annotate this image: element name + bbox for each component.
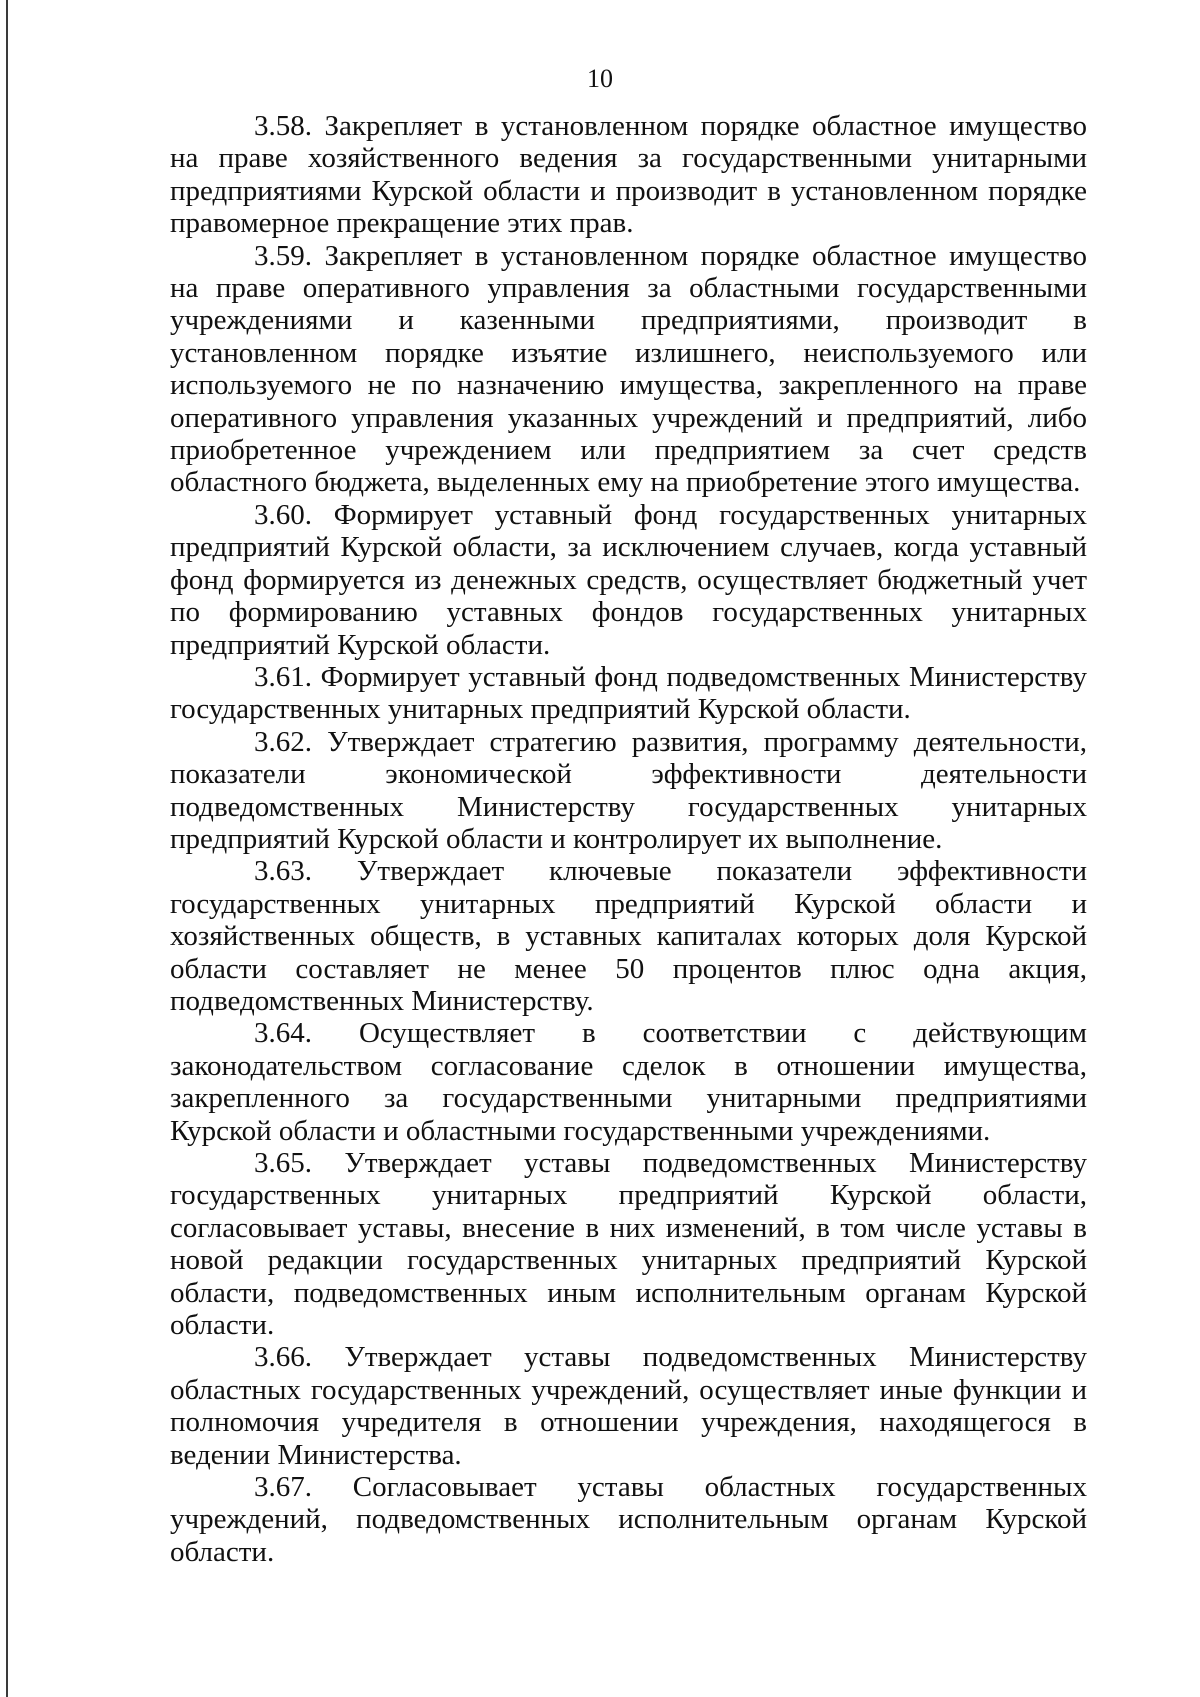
page-number: 10 bbox=[587, 64, 613, 93]
paragraph-3-66: 3.66. Утверждает уставы подведомственных Министерству областных государственных учреждений, осуществляет иные функции и полномочия учредителя в отношении учреждения, находящегося в ведении Министерства. bbox=[170, 1341, 1087, 1471]
paragraph-3-59: 3.59. Закрепляет в установленном порядке областное имущество на праве оперативного управления за областными государственными учреждениями и казенными предприятиями, производит в установленном порядке изъятие излишнего, неиспользуемого или используемого не по назначению имущества, закрепленного на праве оперативного управления указанных учреждений и предприятий, либо приобретенное учреждением или предприятием за счет средств областного бюджета, выделенных ему на приобретение этого имущества. bbox=[170, 239, 1087, 499]
paragraph-3-64: 3.64. Осуществляет в соответствии с действующим законодательством согласование сделок в отношении имущества, закрепленного за государственными унитарными предприятиями Курской области и областными государственными учреждениями. bbox=[170, 1017, 1087, 1147]
paragraph-3-58: 3.58. Закрепляет в установленном порядке областное имущество на праве хозяйственного ведения за государственными унитарными предприятиями Курской области и производит в установленном порядке правомерное прекращение этих прав. bbox=[170, 110, 1087, 240]
paragraph-3-65: 3.65. Утверждает уставы подведомственных Министерству государственных унитарных предприятий Курской области, согласовывает уставы, внесение в них изменений, в том числе уставы в новой редакции государственных унитарных предприятий Курской области, подведомственных иным исполнительным органам Курской области. bbox=[170, 1147, 1087, 1342]
document-body bbox=[170, 110, 1087, 1568]
paragraph-3-61: 3.61. Формирует уставный фонд подведомственных Министерству государственных унитарных предприятий Курской области. bbox=[170, 660, 1087, 726]
scan-edge-line bbox=[6, 0, 8, 1697]
paragraph-3-60: 3.60. Формирует уставный фонд государственных унитарных предприятий Курской области, за исключением случаев, когда уставный фонд формируется из денежных средств, осуществляет бюджетный учет по формированию уставных фондов государственных унитарных предприятий Курской области. bbox=[170, 498, 1087, 661]
paragraph-3-62: 3.62. Утверждает стратегию развития, программу деятельности, показатели экономической эффективности деятельности подведомственных Министерству государственных унитарных предприятий Курской области и контролирует их выполнение. bbox=[170, 725, 1087, 855]
paragraph-3-63: 3.63. Утверждает ключевые показатели эффективности государственных унитарных предприятий Курской области и хозяйственных обществ, в уставных капиталах которых доля Курской области составляет не менее 50 процентов плюс одна акция, подведомственных Министерству. bbox=[170, 855, 1087, 1017]
paragraph-3-67: 3.67. Согласовывает уставы областных государственных учреждений, подведомственных исполнительным органам Курской области. bbox=[170, 1471, 1087, 1568]
